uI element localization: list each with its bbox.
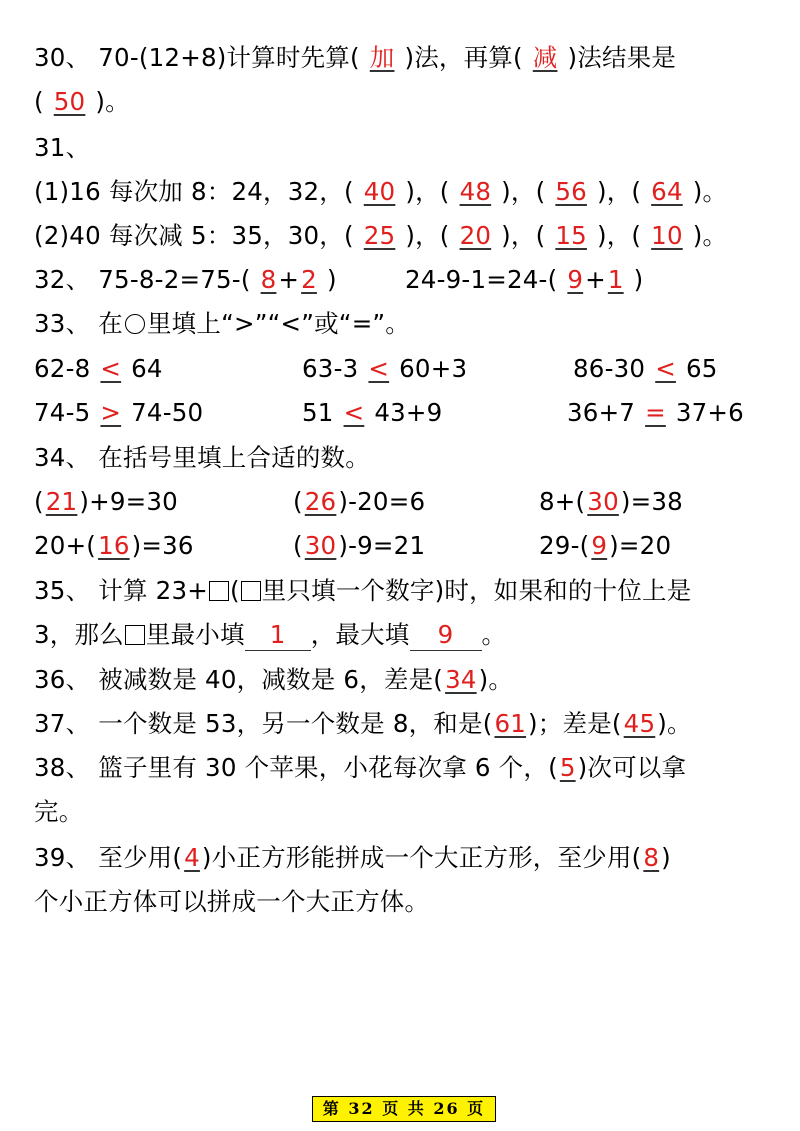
q37-line xyxy=(34,702,692,746)
q31-number: 31、 xyxy=(34,133,91,162)
q35-text: ，最大填 xyxy=(310,620,410,649)
q32-right-prefix: 24-9-1=24-( xyxy=(405,265,558,294)
q35-text: 。 xyxy=(481,620,507,649)
q31-separator: )，( xyxy=(596,177,642,206)
q34-post: )-9=21 xyxy=(338,531,426,560)
q35-min-blank: 1 xyxy=(245,620,311,651)
q31-row1 xyxy=(34,170,727,214)
q35-line1 xyxy=(34,569,691,613)
q34-answer: 30 xyxy=(304,531,337,560)
square-box-icon xyxy=(209,581,229,601)
q30-prefix: 30、 70-(12+8)计算时先算( xyxy=(34,43,360,72)
q34-cell xyxy=(34,480,178,524)
q34-pre: 8+( xyxy=(539,487,586,516)
q31-row1-answer: 40 xyxy=(363,177,396,206)
q34-answer: 16 xyxy=(98,531,130,560)
q33-cell xyxy=(302,347,467,391)
q34-pre: 29-( xyxy=(539,531,590,560)
q34-pre: ( xyxy=(34,487,44,516)
q35-text: 35、 计算 23+ xyxy=(34,576,208,605)
q32-right-answer-a: 9 xyxy=(567,265,584,294)
q30-answer2: 减 xyxy=(532,43,558,72)
q30-line2 xyxy=(34,80,130,124)
q30-answer1: 加 xyxy=(369,43,395,72)
q33-cell xyxy=(567,391,744,435)
q38-answer: 5 xyxy=(559,753,576,782)
q35-text: 3，那么 xyxy=(34,620,124,649)
q38-line2 xyxy=(34,790,83,834)
q37-post: )。 xyxy=(657,709,692,738)
q33-cell xyxy=(34,391,203,435)
q33-symbol: < xyxy=(368,354,390,383)
q33-left: 86-30 xyxy=(573,354,646,383)
q31-row2-answer: 15 xyxy=(555,221,587,250)
q37-mid: )；差是( xyxy=(528,709,622,738)
square-box-icon xyxy=(241,581,261,601)
q32-plus: + xyxy=(278,265,300,294)
q31-row1-answer: 48 xyxy=(459,177,492,206)
q34-title-text: 34、 在括号里填上合适的数。 xyxy=(34,443,370,472)
q32-left-answer-b: 2 xyxy=(301,265,317,294)
q34-title xyxy=(34,436,370,480)
q35-text: 里只填一个数字)时，如果和的十位上是 xyxy=(261,576,692,605)
q39-post: ) xyxy=(661,843,671,872)
q30-answer3: 50 xyxy=(53,87,86,116)
q34-answer: 30 xyxy=(587,487,619,516)
q36-line xyxy=(34,658,513,702)
q32-close: ) xyxy=(633,265,644,294)
q34-post: )=38 xyxy=(620,487,683,516)
q33-symbol: > xyxy=(100,398,122,427)
q39-line1 xyxy=(34,836,671,880)
q34-pre: ( xyxy=(293,487,303,516)
q30-line1 xyxy=(34,36,676,80)
q39-answer-squares: 4 xyxy=(184,843,200,872)
q33-symbol: < xyxy=(655,354,676,383)
q32-left xyxy=(34,258,337,302)
q36-answer: 34 xyxy=(445,665,477,694)
q33-left: 63-3 xyxy=(302,354,359,383)
q31-row1-prefix: (1)16 每次加 8：24，32，( xyxy=(34,177,354,206)
q33-cell xyxy=(302,391,442,435)
q33-left: 62-8 xyxy=(34,354,91,383)
q33-left: 36+7 xyxy=(567,398,636,427)
q35-text: 里最小填 xyxy=(145,620,245,649)
q37-answer-diff: 45 xyxy=(623,709,656,738)
q30-line2-prefix: ( xyxy=(34,87,44,116)
q31-separator: )，( xyxy=(405,177,450,206)
q38-line2-text: 完。 xyxy=(34,797,84,826)
q36-pre: 36、 被减数是 40，减数是 6，差是( xyxy=(34,665,444,694)
q34-post: )-20=6 xyxy=(338,487,426,516)
q34-post: )+9=30 xyxy=(79,487,178,516)
q30-mid: )法，再算( xyxy=(404,43,523,72)
q31-label xyxy=(34,126,90,170)
q35-line2 xyxy=(34,613,506,657)
q31-separator: )，( xyxy=(596,221,642,250)
q32-right xyxy=(405,258,643,302)
q32-left-prefix: 32、 75-8-2=75-( xyxy=(34,265,251,294)
q33-right: 43+9 xyxy=(374,398,443,427)
q34-post: )=20 xyxy=(609,531,672,560)
q34-answer: 9 xyxy=(591,531,608,560)
q38-post: )次可以拿 xyxy=(577,753,687,782)
q33-left: 51 xyxy=(302,398,334,427)
q37-answer-sum: 61 xyxy=(494,709,527,738)
q34-post: )=36 xyxy=(131,531,194,560)
q33-symbol: < xyxy=(343,398,365,427)
q33-title-post: 里填上“>”“<”或“=”。 xyxy=(146,309,411,338)
q33-title-pre: 33、 在 xyxy=(34,309,123,338)
q33-symbol: < xyxy=(100,354,122,383)
q38-line1 xyxy=(34,746,686,790)
page-footer: 第 32 页 共 26 页 xyxy=(312,1096,496,1122)
q31-row1-answer: 56 xyxy=(555,177,587,206)
q38-pre: 38、 篮子里有 30 个苹果，小花每次拿 6 个，( xyxy=(34,753,558,782)
q31-separator: )，( xyxy=(501,177,546,206)
q33-symbol: = xyxy=(645,398,666,427)
q34-cell xyxy=(539,524,671,568)
q39-answer-cubes: 8 xyxy=(643,843,660,872)
q35-text: ( xyxy=(229,576,240,605)
q34-cell xyxy=(539,480,683,524)
q33-cell xyxy=(34,347,163,391)
q31-end: )。 xyxy=(692,221,728,250)
q31-row2-answer: 20 xyxy=(459,221,492,250)
q31-separator: )，( xyxy=(405,221,450,250)
q34-cell xyxy=(34,524,194,568)
q33-right: 37+6 xyxy=(675,398,744,427)
q33-right: 64 xyxy=(131,354,163,383)
q31-row2 xyxy=(34,214,727,258)
q34-cell xyxy=(293,480,425,524)
q32-plus: + xyxy=(585,265,606,294)
q34-answer: 26 xyxy=(304,487,337,516)
q39-line2-text: 个小正方体可以拼成一个大正方体。 xyxy=(34,887,430,916)
q34-pre: ( xyxy=(293,531,303,560)
q32-close: ) xyxy=(326,265,337,294)
q32-left-answer-a: 8 xyxy=(260,265,277,294)
q35-max-blank: 9 xyxy=(410,620,482,651)
circle-icon xyxy=(125,314,145,334)
square-box-icon xyxy=(125,625,145,645)
q31-row1-answer: 64 xyxy=(651,177,683,206)
q39-line2 xyxy=(34,880,429,924)
q34-pre: 20+( xyxy=(34,531,97,560)
q34-answer: 21 xyxy=(45,487,78,516)
q33-right: 74-50 xyxy=(131,398,204,427)
q33-right: 60+3 xyxy=(399,354,468,383)
q31-row2-answer: 25 xyxy=(363,221,396,250)
q36-post: )。 xyxy=(478,665,514,694)
q33-left: 74-5 xyxy=(34,398,91,427)
q33-title xyxy=(34,302,410,346)
q34-cell xyxy=(293,524,425,568)
q30-suffix: )法结果是 xyxy=(567,43,677,72)
q31-separator: )，( xyxy=(501,221,546,250)
q39-mid: )小正方形能拼成一个大正方形，至少用( xyxy=(201,843,642,872)
q33-cell xyxy=(573,347,718,391)
q31-end: )。 xyxy=(692,177,728,206)
q31-row2-prefix: (2)40 每次减 5：35，30，( xyxy=(34,221,354,250)
q33-right: 65 xyxy=(685,354,718,383)
q30-line2-suffix: )。 xyxy=(95,87,130,116)
q32-right-answer-b: 1 xyxy=(607,265,624,294)
q39-pre: 39、 至少用( xyxy=(34,843,183,872)
q37-pre: 37、 一个数是 53，另一个数是 8，和是( xyxy=(34,709,493,738)
q31-row2-answer: 10 xyxy=(651,221,683,250)
